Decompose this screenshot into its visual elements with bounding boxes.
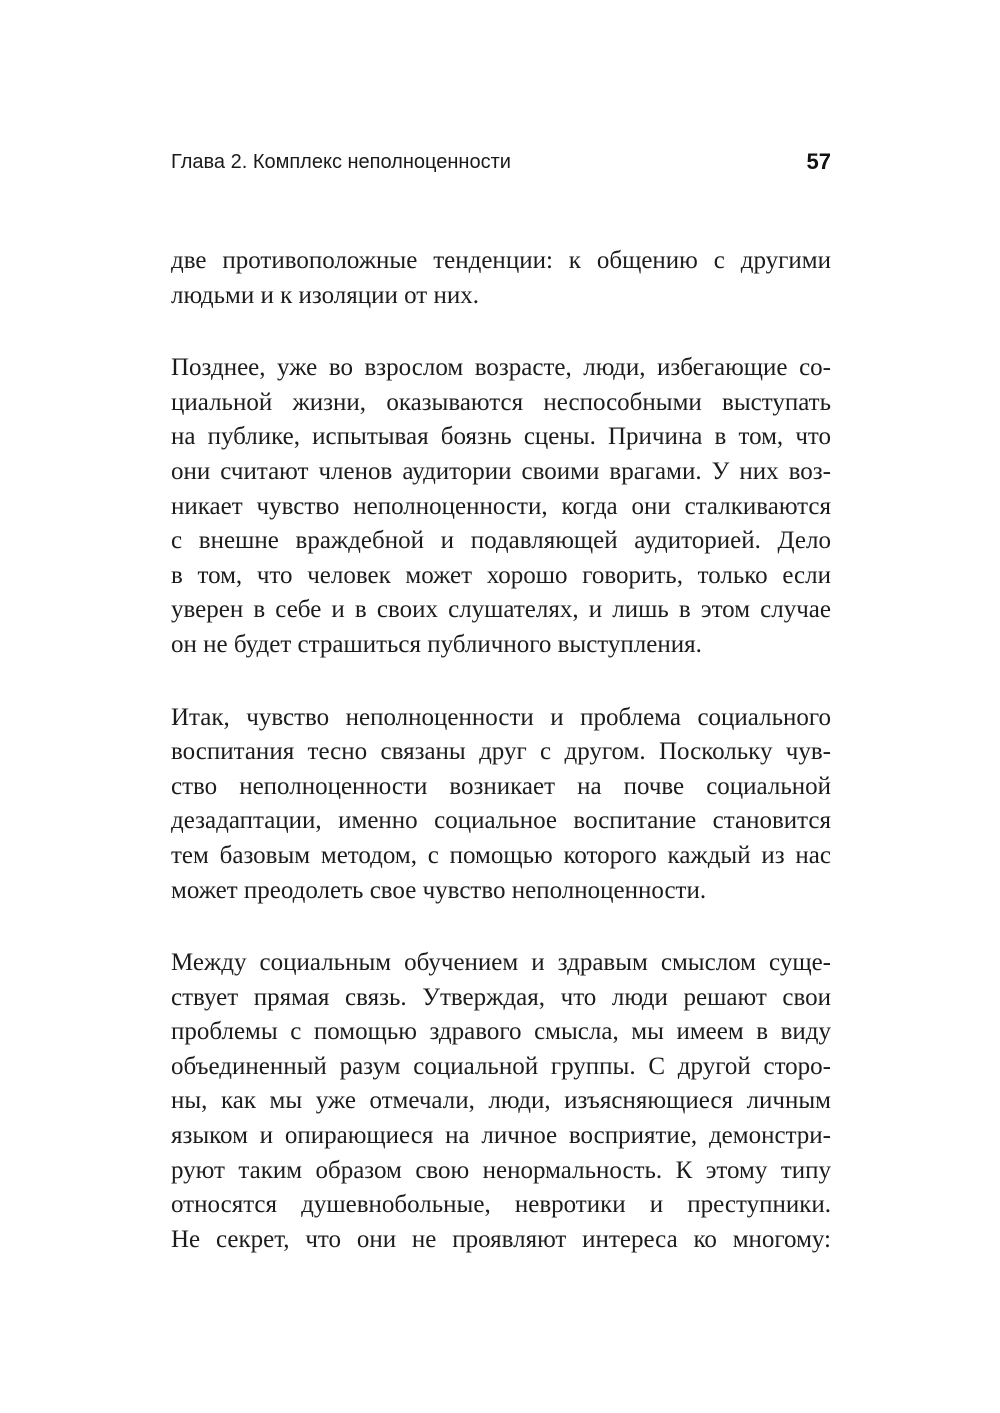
text-line: Между социальным обучением и здравым смыслом суще- [171,949,831,977]
text-line: с внешне враждебной и подавляющей аудиторией. Дело [171,527,831,555]
text-line: он не будет страшиться публичного выступления. [171,630,702,658]
text-line: может преодолеть свое чувство неполноценности. [171,876,707,904]
text-line: две противоположные тенденции: к общению с другими [171,247,831,274]
text-line: Итак, чувство неполноценности и проблема социального [171,703,831,731]
text-line: ство неполноценности возникает на почве социальной [171,772,831,800]
text-line: уверен в себе и в своих слушателях, и лишь в этом случае [171,596,831,624]
page-number: 57 [806,149,831,174]
text-line: объединенный разум социальной группы. С другой сторо- [171,1052,831,1080]
text-line: они считают членов аудитории своими врагами. У них воз- [171,457,831,485]
text-line: относятся душевнобольные, невротики и преступники. [171,1191,831,1219]
text-line: людьми и к изоляции от них. [171,281,479,309]
paragraph-4 [171,946,831,1257]
text-line: на публике, испытывая боязнь сцены. Причина в том, что [171,423,831,451]
running-header [171,146,831,178]
text-line: тем базовым методом, с помощью которого каждый из нас [171,841,831,869]
text-line: руют таким образом свою ненормальность. К этому типу [171,1156,831,1184]
chapter-title: Глава 2. Комплекс неполноценности [171,151,511,173]
text-line: языком и опирающиеся на личное восприятие, демонстри- [171,1122,831,1150]
text-line: дезадаптации, именно социальное воспитание становится [171,807,831,835]
text-line: проблемы с помощью здравого смысла, мы имеем в виду [171,1018,831,1046]
text-line: воспитания тесно связаны друг с другом. Поскольку чув- [171,738,831,766]
text-line: Позднее, уже во взрослом возрасте, люди, избегающие со- [171,354,831,382]
text-line: циальной жизни, оказываются неспособными выступать [171,388,831,416]
paragraph-2 [171,351,831,662]
text-line: никает чувство неполноценности, когда они сталкиваются [171,492,831,520]
text-line: Не секрет, что они не проявляют интереса ко многому: [171,1225,831,1253]
text-line: ствует прямая связь. Утверждая, что люди решают свои [171,983,831,1011]
body-text [171,244,831,1295]
text-line: ны, как мы уже отмечали, люди, изъясняющиеся личным [171,1087,831,1115]
paragraph-3 [171,701,831,909]
text-line: в том, что человек может хорошо говорить, только если [171,561,831,589]
paragraph-1 [171,244,831,313]
